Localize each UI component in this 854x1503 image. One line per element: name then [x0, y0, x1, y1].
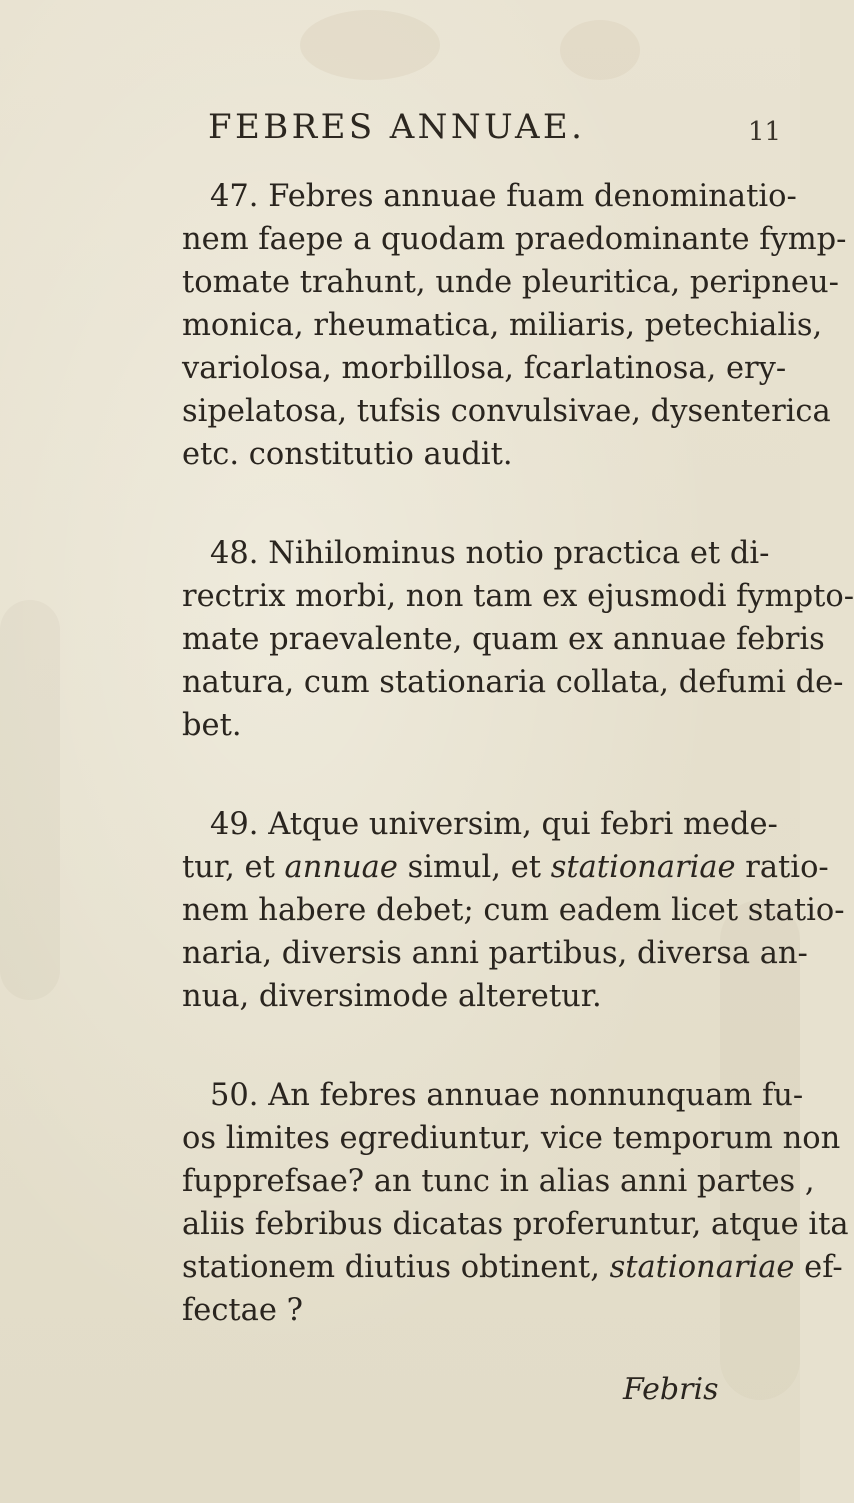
text-line: 48. Nihilominus notio practica et di- — [210, 536, 770, 571]
text-run: tur, et — [182, 850, 285, 885]
page-number: 11 — [748, 117, 782, 147]
text-line: 47. Febres annuae fuam denominatio- — [210, 179, 797, 214]
text-line: os limites egrediuntur, vice temporum non — [182, 1121, 841, 1156]
text-line: mate praevalente, quam ex annuae febris — [182, 622, 825, 657]
paragraph-47 — [182, 175, 847, 476]
text-run: ratio- — [735, 850, 829, 885]
text-line: nem habere debet; cum eadem licet statio- — [182, 893, 845, 928]
text-line: aliis febribus dicatas proferuntur, atque ita — [182, 1207, 849, 1242]
body-text — [182, 175, 854, 1388]
text-line: sipelatosa, tufsis convulsivae, dysenterica — [182, 394, 831, 429]
text-line: monica, rheumatica, miliaris, petechialis, — [182, 308, 823, 343]
text-line: tomate trahunt, unde pleuritica, peripneu- — [182, 265, 839, 300]
paragraph-50 — [182, 1074, 849, 1332]
text-line: 49. Atque universim, qui febri mede- — [210, 807, 778, 842]
paragraph-48 — [182, 532, 854, 747]
text-run: simul, et — [397, 850, 551, 885]
text-line — [182, 846, 829, 889]
page-header — [208, 100, 788, 154]
text-line: nem faepe a quodam praedominante fymp- — [182, 222, 847, 257]
text-line: variolosa, morbillosa, fcarlatinosa, ery- — [182, 351, 787, 386]
catchword: Febris — [623, 1372, 719, 1407]
italic-term: stationariae — [609, 1250, 795, 1285]
text-line: nua, diversimode alteretur. — [182, 979, 602, 1014]
text-line: bet. — [182, 708, 242, 743]
italic-term: annuae — [284, 850, 398, 885]
italic-term: stationariae — [550, 850, 736, 885]
paper-stain — [300, 10, 440, 80]
text-line: naria, diversis anni partibus, diversa an- — [182, 936, 808, 971]
text-line: etc. constitutio audit. — [182, 437, 513, 472]
text-line — [182, 1246, 843, 1289]
text-line: 50. An febres annuae nonnunquam fu- — [210, 1078, 804, 1113]
paper-stain — [0, 600, 60, 1000]
text-line: fupprefsae? an tunc in alias anni partes , — [182, 1164, 815, 1199]
paragraph-49 — [182, 803, 845, 1018]
text-run: ef- — [794, 1250, 843, 1285]
paper-stain — [560, 20, 640, 80]
text-line: rectrix morbi, non tam ex ejusmodi fympto- — [182, 579, 854, 614]
text-line: fectae ? — [182, 1293, 303, 1328]
text-run: stationem diutius obtinent, — [182, 1250, 610, 1285]
text-line: natura, cum stationaria collata, defumi de- — [182, 665, 844, 700]
running-title: FEBRES ANNUAE. — [208, 107, 586, 147]
